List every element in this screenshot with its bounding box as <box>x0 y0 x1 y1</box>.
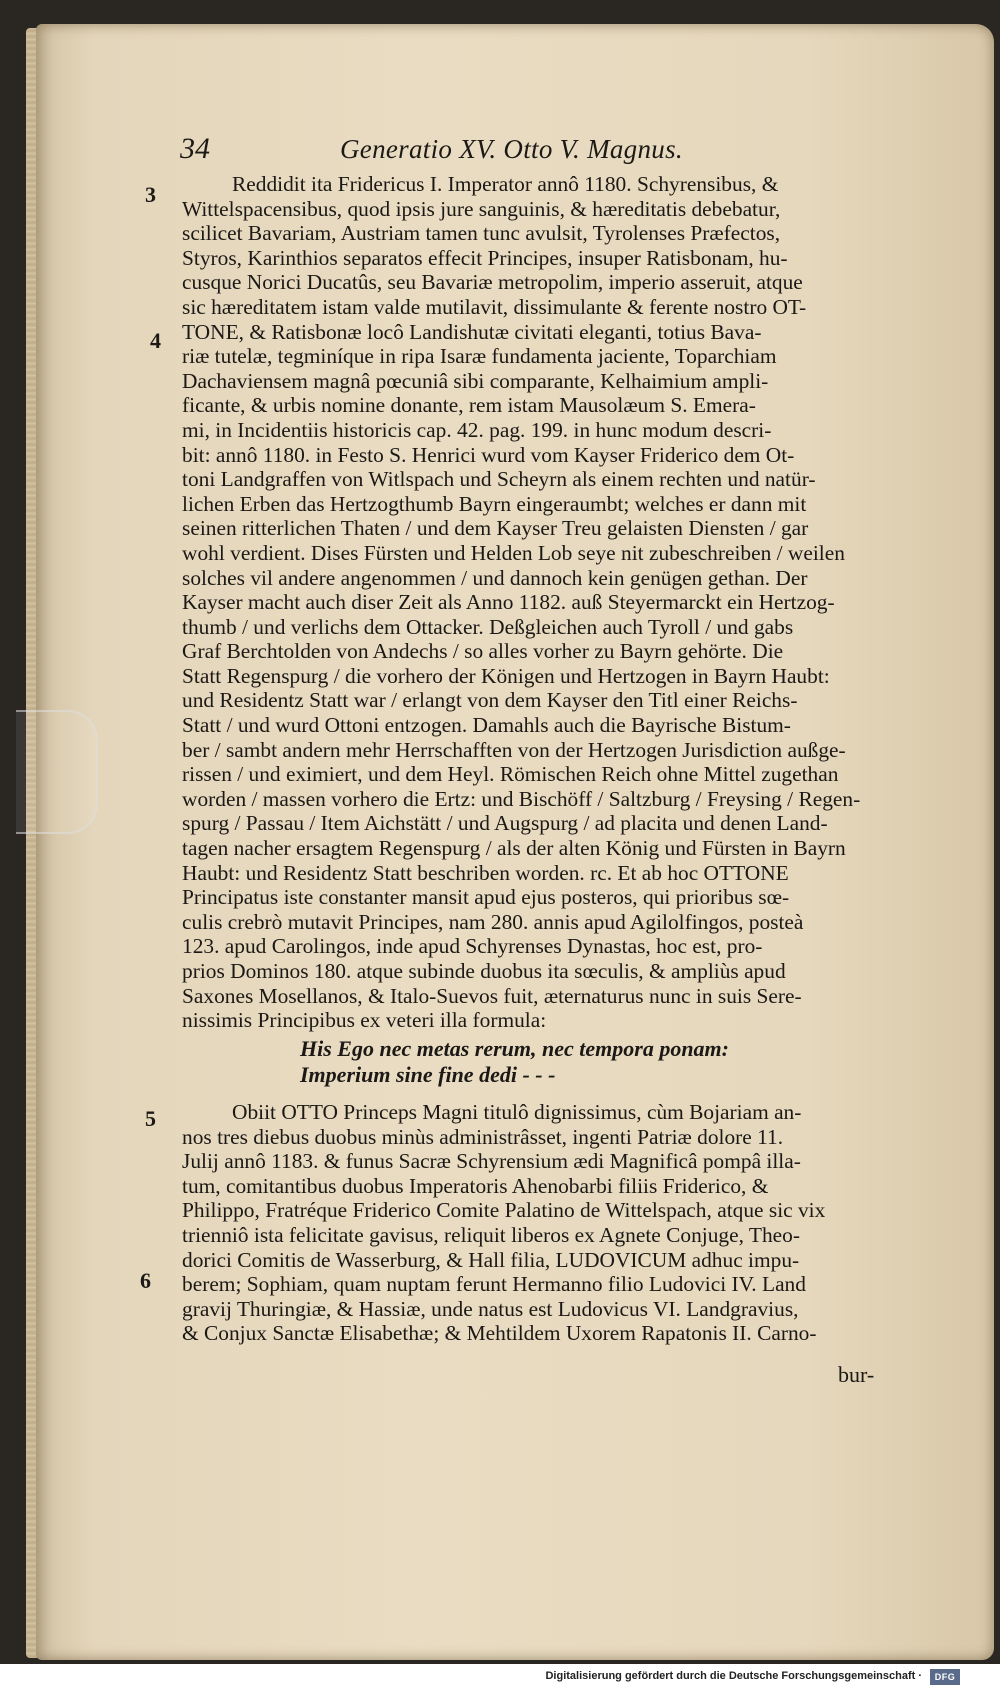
text-line: und Residentz Statt war / erlangt von dem Kayser den Titl einer Reichs- <box>182 688 798 713</box>
text-line: tagen nacher ersagtem Regenspurg / als der alten König und Fürsten in Bayrn <box>182 836 846 861</box>
footer-bar <box>0 1664 1000 1693</box>
text-line: seinen ritterlichen Thaten / und dem Kayser Treu gelaisten Diensten / gar <box>182 516 809 541</box>
text-line: & Conjux Sanctæ Elisabethæ; & Mehtildem Uxorem Rapatonis II. Carno- <box>182 1321 817 1346</box>
text-line: Graf Berchtolden von Andechs / so alles vorher zu Bayrn gehörte. Die <box>182 639 784 664</box>
text-line: rissen / und eximiert, und dem Heyl. Römischen Reich ohne Mittel zugethan <box>182 762 839 787</box>
margin-number: 3 <box>145 182 156 207</box>
verse-line: His Ego nec metas rerum, nec tempora ponam: <box>300 1036 729 1061</box>
text-line: TONE, & Ratisbonæ locô Landishutæ civitati eleganti, totius Bava- <box>182 319 762 344</box>
text-line: sic hæreditatem istam valde mutilavit, dissimulante & ferente nostro OT- <box>182 294 807 319</box>
text-line: toni Landgraffen von Witlspach und Scheyrn als einem rechten und natür- <box>182 467 816 492</box>
text-line: Statt Regenspurg / die vorhero der Königen und Hertzogen in Bayrn Haubt: <box>182 663 830 688</box>
text-line: Reddidit ita Fridericus I. Imperator annô 1180. Schyrensibus, & <box>232 172 779 196</box>
funding-notice: Digitalisierung gefördert durch die Deutsche Forschungsgemeinschaft · <box>545 1670 922 1682</box>
text-line: mi, in Incidentiis historicis cap. 42. pag. 199. in hunc modum descri- <box>182 417 772 442</box>
text-line: worden / massen vorhero die Ertz: und Bischöff / Saltzburg / Freysing / Regen- <box>182 786 861 811</box>
text-line: gravij Thuringiæ, & Hassiæ, unde natus est Ludovicus VI. Landgravius, <box>182 1296 799 1321</box>
text-line: Styros, Karinthios separatos effecit Principes, insuper Ratisbonam, hu- <box>182 245 788 270</box>
text-line: cusque Norici Ducatûs, seu Bavariæ metropolim, imperio asseruit, atque <box>182 270 803 295</box>
verse-line: Imperium sine fine dedi - - - <box>300 1062 556 1087</box>
text-line: Kayser macht auch diser Zeit als Anno 1182. auß Steyermarckt ein Hertzog- <box>182 590 835 615</box>
text-line: tum, comitantibus duobus Imperatoris Ahenobarbi filiis Friderico, & <box>182 1173 769 1198</box>
text-line: solches vil andere angenommen / und dannoch kein genügen gethan. Der <box>182 565 808 590</box>
page-number: 34 <box>180 132 210 165</box>
text-line: nissimis Principibus ex veteri illa formula: <box>182 1008 547 1033</box>
text-line: trienniô ista felicitate gavisus, reliquit liberos ex Agnete Conjuge, Theo- <box>182 1222 800 1247</box>
paragraph-main <box>182 172 892 1033</box>
text-line: Dachaviensem magnâ pœcuniâ sibi comparante, Kelhaimium ampli- <box>182 368 769 393</box>
text-line: bit: annô 1180. in Festo S. Henrici wurd vom Kayser Friderico dem Ot- <box>182 442 795 467</box>
margin-number: 6 <box>140 1268 151 1293</box>
text-line: dorici Comitis de Wasserburg, & Hall filia, LUDOVICUM adhuc impu- <box>182 1247 800 1272</box>
text-line: thumb / und verlichs dem Ottacker. Deßgleichen auch Tyroll / und gabs <box>182 614 794 639</box>
text-line: Haubt: und Residentz Statt beschriben worden. rc. Et ab hoc OTTONE <box>182 860 789 885</box>
text-line: wohl verdient. Dises Fürsten und Helden Lob seye nit zubeschreiben / weilen <box>182 540 845 565</box>
running-title: Generatio XV. Otto V. Magnus. <box>340 134 683 164</box>
text-line: Saxones Mosellanos, & Italo-Suevos fuit, æternaturus nunc in suis Sere- <box>182 983 802 1008</box>
margin-number: 5 <box>145 1106 156 1131</box>
text-line: berem; Sophiam, quam nuptam ferunt Hermanno filio Ludovici IV. Land <box>182 1272 806 1297</box>
text-line: nos tres diebus duobus minùs administrâsset, ingenti Patriæ dolore 11. <box>182 1124 784 1149</box>
text-line: scilicet Bavariam, Austriam tamen tunc avulsit, Tyrolenses Præfectos, <box>182 221 781 246</box>
text-line: 123. apud Carolingos, inde apud Schyrenses Dynastas, hoc est, pro- <box>182 934 763 959</box>
dfg-logo: DFG <box>930 1669 960 1685</box>
page-clip <box>16 710 98 834</box>
text-line: riæ tutelæ, tegminíque in ripa Isaræ fundamenta jaciente, Toparchiam <box>182 344 777 369</box>
text-line: prios Dominos 180. atque subinde duobus ita sœculis, & ampliùs apud <box>182 959 786 983</box>
text-line: lichen Erben das Hertzogthumb Bayrn eingeraumbt; welches er dann mit <box>182 491 807 516</box>
text-line: ber / sambt andern mehr Herrschafften von der Hertzogen Jurisdiction außge- <box>182 737 846 762</box>
catchword: bur- <box>838 1362 875 1387</box>
text-line: Statt / und wurd Ottoni entzogen. Damahls auch die Bayrische Bistum- <box>182 713 791 738</box>
text-line: Obiit OTTO Princeps Magni titulô dignissimus, cùm Bojariam an- <box>232 1100 802 1124</box>
text-line: Wittelspacensibus, quod ipsis jure sanguinis, & hæreditatis debebatur, <box>182 196 781 221</box>
verse-quote <box>300 1036 860 1088</box>
margin-number: 4 <box>150 328 161 353</box>
running-head <box>180 132 900 172</box>
text-line: Principatus iste constanter mansit apud ejus posteros, qui prioribus sœ- <box>182 885 790 910</box>
text-line: culis crebrò mutavit Principes, nam 280. annis apud Agilolfingos, posteà <box>182 909 804 934</box>
paragraph-obituary <box>182 1100 892 1346</box>
text-line: ficante, & urbis nomine donante, rem istam Mausolæum S. Emera- <box>182 393 756 418</box>
text-line: Philippo, Fratréque Friderico Comite Palatino de Wittelspach, atque sic vix <box>182 1198 826 1223</box>
text-line: spurg / Passau / Item Aichstätt / und Augspurg / ad placita und denen Land- <box>182 811 828 836</box>
text-line: Julij annô 1183. & funus Sacræ Schyrensium ædi Magnificâ pompâ illa- <box>182 1149 801 1174</box>
